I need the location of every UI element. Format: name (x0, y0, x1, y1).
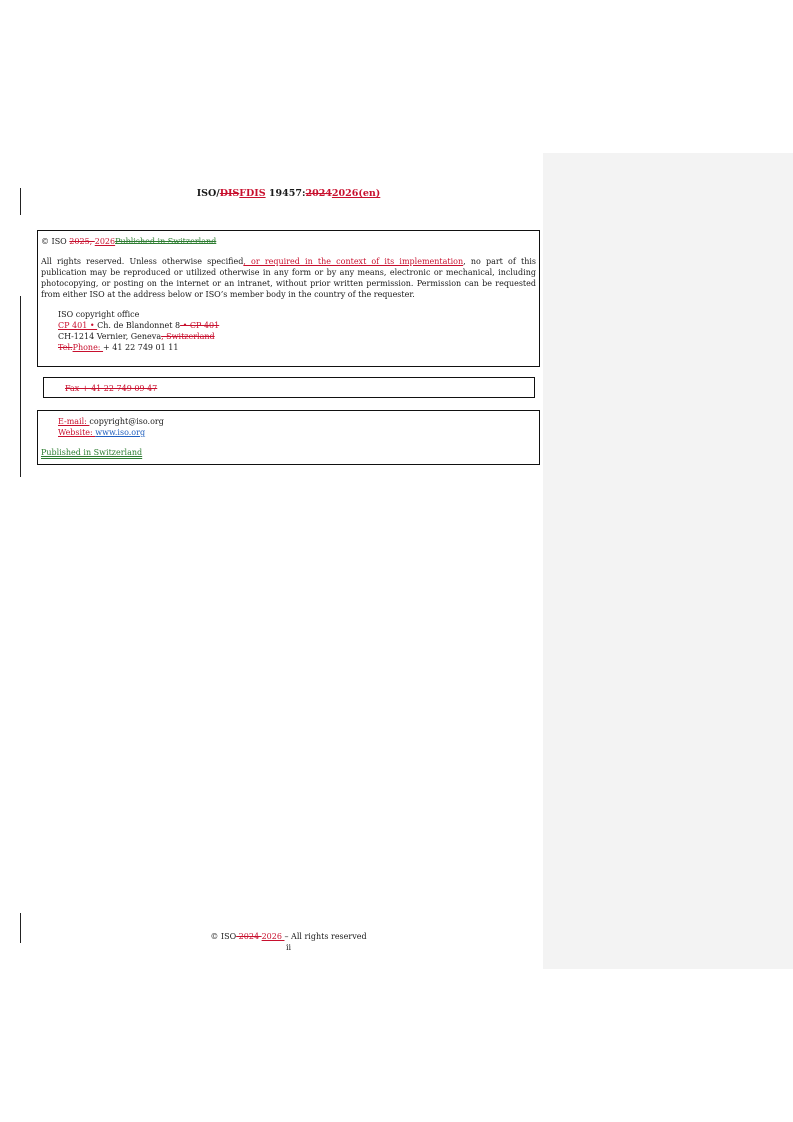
footer-prefix: © ISO (210, 932, 237, 941)
copyright-box (37, 230, 540, 367)
address-line-2 (41, 331, 536, 342)
inserted-clause: , or required in the context of its implementation (243, 257, 464, 266)
moved-from-text: Published in Switzerland (115, 237, 217, 246)
phone-line (41, 342, 536, 353)
footer-inserted-year: 2026 (261, 932, 285, 941)
contact-box (37, 410, 540, 465)
city-address: CH-1214 Vernier, Geneva (58, 332, 162, 341)
email-address: copyright@iso.org (89, 417, 164, 426)
header-inserted-stage: FDIS (239, 188, 266, 199)
header-deleted-stage: DIS (219, 188, 240, 199)
rights-text-start: All rights reserved. Unless otherwise specified (41, 257, 244, 266)
page-footer (37, 931, 540, 953)
address-line-1 (41, 320, 536, 331)
rights-paragraph (41, 256, 536, 300)
phone-number: + 41 22 749 01 11 (103, 343, 179, 352)
comment-pane (543, 153, 793, 969)
header-inserted-year: 2026(en) (331, 188, 381, 199)
change-bar (20, 296, 21, 477)
copyright-line (41, 236, 536, 247)
published-line (41, 447, 536, 458)
deleted-fax-line: Fax + 41 22 749 09 47 (65, 384, 158, 393)
header-deleted-year: 2024 (305, 188, 332, 199)
inserted-website-label: Website: (58, 428, 96, 437)
header-prefix: ISO/ (196, 188, 220, 199)
copyright-prefix: © ISO (41, 237, 70, 246)
footer-deleted-year: 2024 (236, 932, 262, 941)
page-number: ii (285, 943, 292, 952)
deleted-phone-label: Tel. (58, 343, 73, 352)
deleted-po-box: • CP 401 (180, 321, 220, 330)
website-link[interactable]: www.iso.org (95, 428, 146, 437)
deleted-year: 2025, (69, 237, 95, 246)
inserted-po-box: CP 401 • (58, 321, 98, 330)
street-address: Ch. de Blandonnet 8 (97, 321, 181, 330)
header-number: 19457: (265, 188, 306, 199)
footer-suffix: – All rights reserved (284, 932, 367, 941)
fax-box (43, 377, 535, 398)
email-line (41, 416, 536, 427)
footer-copyright (37, 931, 540, 942)
deleted-country: , Switzerland (161, 332, 215, 341)
inserted-phone-label: Phone: (72, 343, 104, 352)
change-bar (20, 913, 21, 943)
moved-to-text: Published in Switzerland (41, 448, 143, 457)
document-header (37, 188, 540, 199)
rights-text-end: , no part of this publication may be reproduced or utilized otherwise in any form or by any means, electronic or mechanical, including photocopying, or posting on the internet or an intranet, without prior written permission. Permission can be requested from either ISO at the address below or ISO’s member body in the country of the requester. (41, 257, 537, 299)
inserted-email-label: E-mail: (58, 417, 90, 426)
inserted-year: 2026 (94, 237, 116, 246)
change-bar (20, 188, 21, 215)
office-name: ISO copyright office (58, 310, 140, 319)
website-line (41, 427, 536, 438)
